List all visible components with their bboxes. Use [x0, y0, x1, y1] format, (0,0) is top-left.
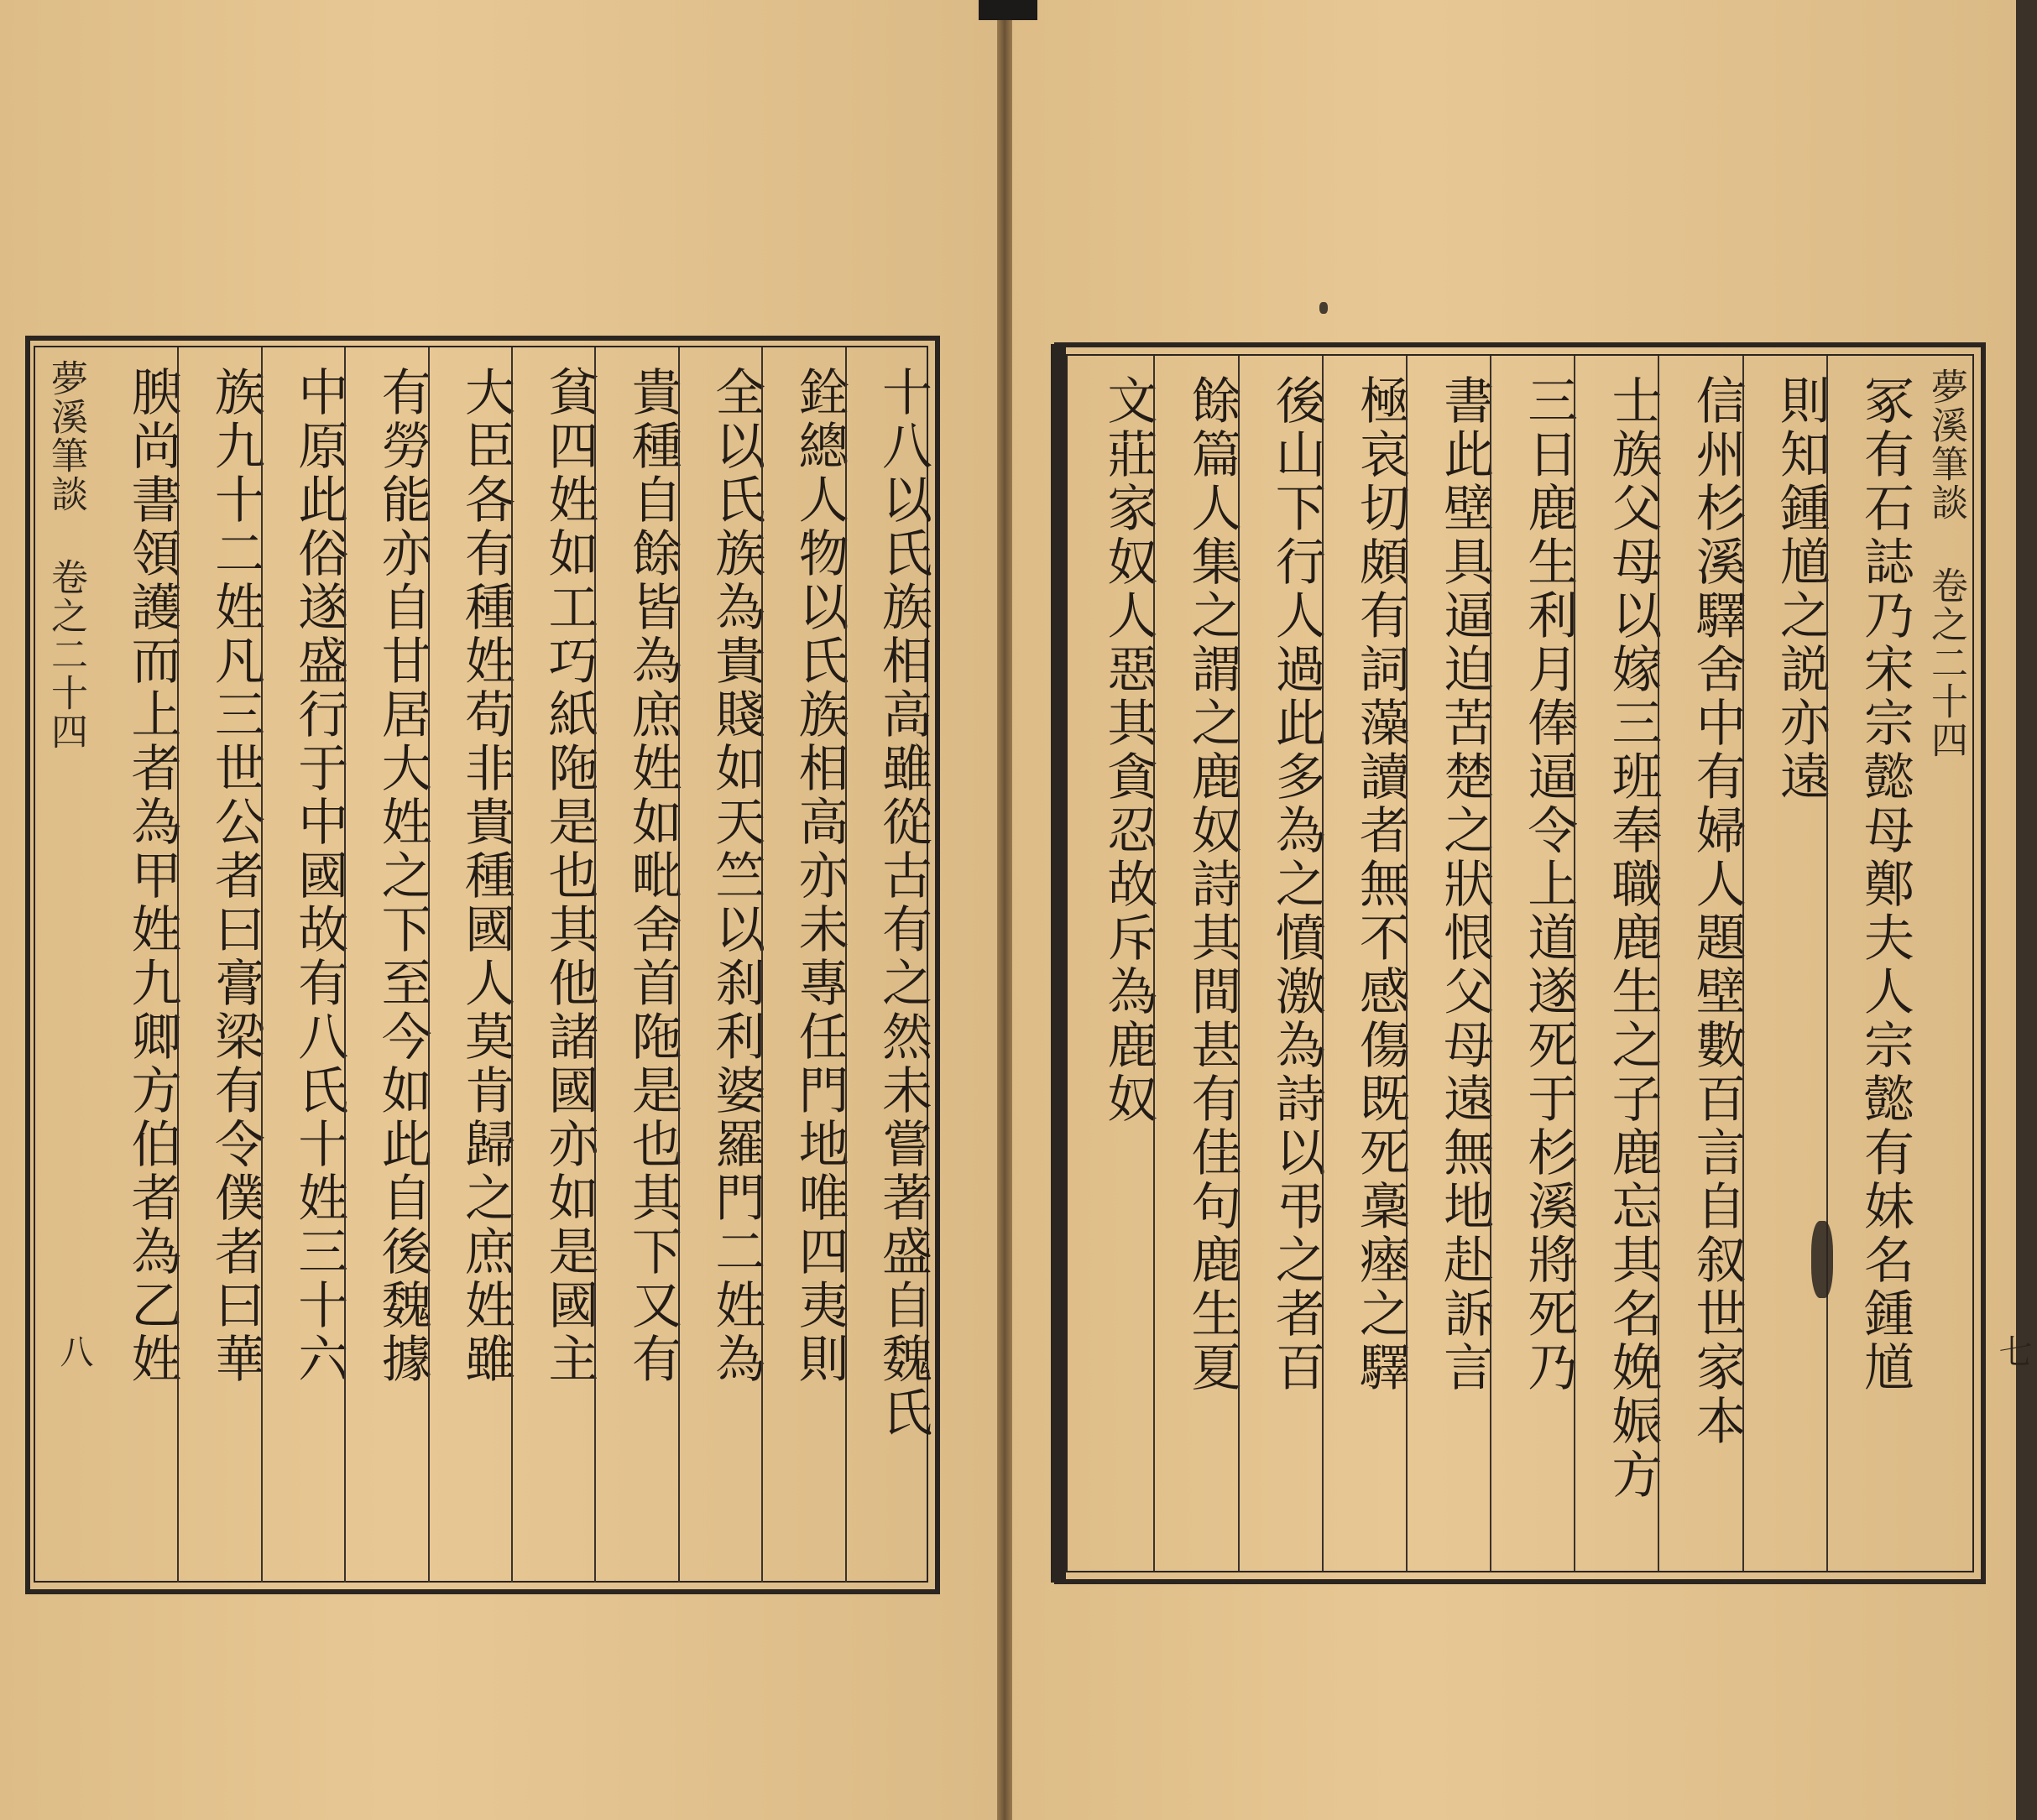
right-page: [1004, 0, 2032, 1820]
text-column: 士族父母以嫁三班奉職鹿生之子鹿忘其名娩娠方: [1574, 356, 1658, 1571]
text-column: 銓總人物以氏族相高亦未專任門地唯四夷則: [761, 347, 844, 1583]
text-column: 則知鍾馗之説亦遠: [1742, 356, 1826, 1571]
text-column: 貧四姓如工巧紙陁是也其他諸國亦如是國主: [511, 347, 594, 1583]
left-margin-title: 夢溪筆談 卷之二十四: [44, 359, 87, 751]
right-folio: 七: [1993, 1334, 2032, 1368]
text-column: 全以氏族為貴賤如天竺以刹利婆羅門二姓為: [678, 347, 761, 1583]
text-column: 書此壁具逼迫苦楚之狀恨父母遠無地赴訴言: [1406, 356, 1490, 1571]
left-page: [0, 0, 1005, 1820]
text-column: 餘篇人集之謂之鹿奴詩其間甚有佳句鹿生夏: [1153, 356, 1237, 1571]
text-column: 族九十二姓凡三世公者曰膏梁有令僕者曰華: [177, 347, 260, 1583]
right-margin-title: 夢溪筆談 卷之二十四: [1925, 368, 1967, 759]
book-gutter: [997, 0, 1012, 1820]
ink-blemish: [1811, 1221, 1833, 1298]
text-column: 有勞能亦自甘居大姓之下至今如此自後魏據: [344, 347, 427, 1583]
right-text-columns: [1069, 356, 1914, 1571]
text-column: 極哀切頗有詞藻讀者無不感傷既死稾瘞之驛: [1322, 356, 1406, 1571]
right-frame-ink-bar: [1051, 344, 1066, 1583]
text-column: 大臣各有種姓苟非貴種國人莫肯歸之庶姓雖: [428, 347, 511, 1583]
left-text-columns: [94, 347, 932, 1583]
text-column: 後山下行人過此多為之憤激為詩以弔之者百: [1238, 356, 1322, 1571]
text-column: 三日鹿生利月俸逼令上道遂死于杉溪將死乃: [1490, 356, 1574, 1571]
text-column: 十八以氏族相高雖從古有之然未嘗著盛自魏氏: [845, 347, 928, 1583]
text-column: 冢有石誌乃宋宗懿母鄭夫人宗懿有妹名鍾馗: [1826, 356, 1910, 1571]
ink-speck: [1319, 302, 1328, 314]
text-column: 信州杉溪驛舍中有婦人題壁數百言自叙世家本: [1658, 356, 1742, 1571]
book-spine: [979, 0, 1037, 20]
text-column: 貴種自餘皆為庶姓如毗舍首陁是也其下又有: [594, 347, 677, 1583]
text-column: 腴尚書領護而上者為甲姓九卿方伯者為乙姓: [123, 366, 182, 1386]
text-column: 中原此俗遂盛行于中國故有八氏十姓三十六: [261, 347, 344, 1583]
text-column: 文莊家奴人惡其貪忍故斥為鹿奴: [1099, 374, 1158, 1126]
left-folio: 八: [55, 1334, 93, 1368]
